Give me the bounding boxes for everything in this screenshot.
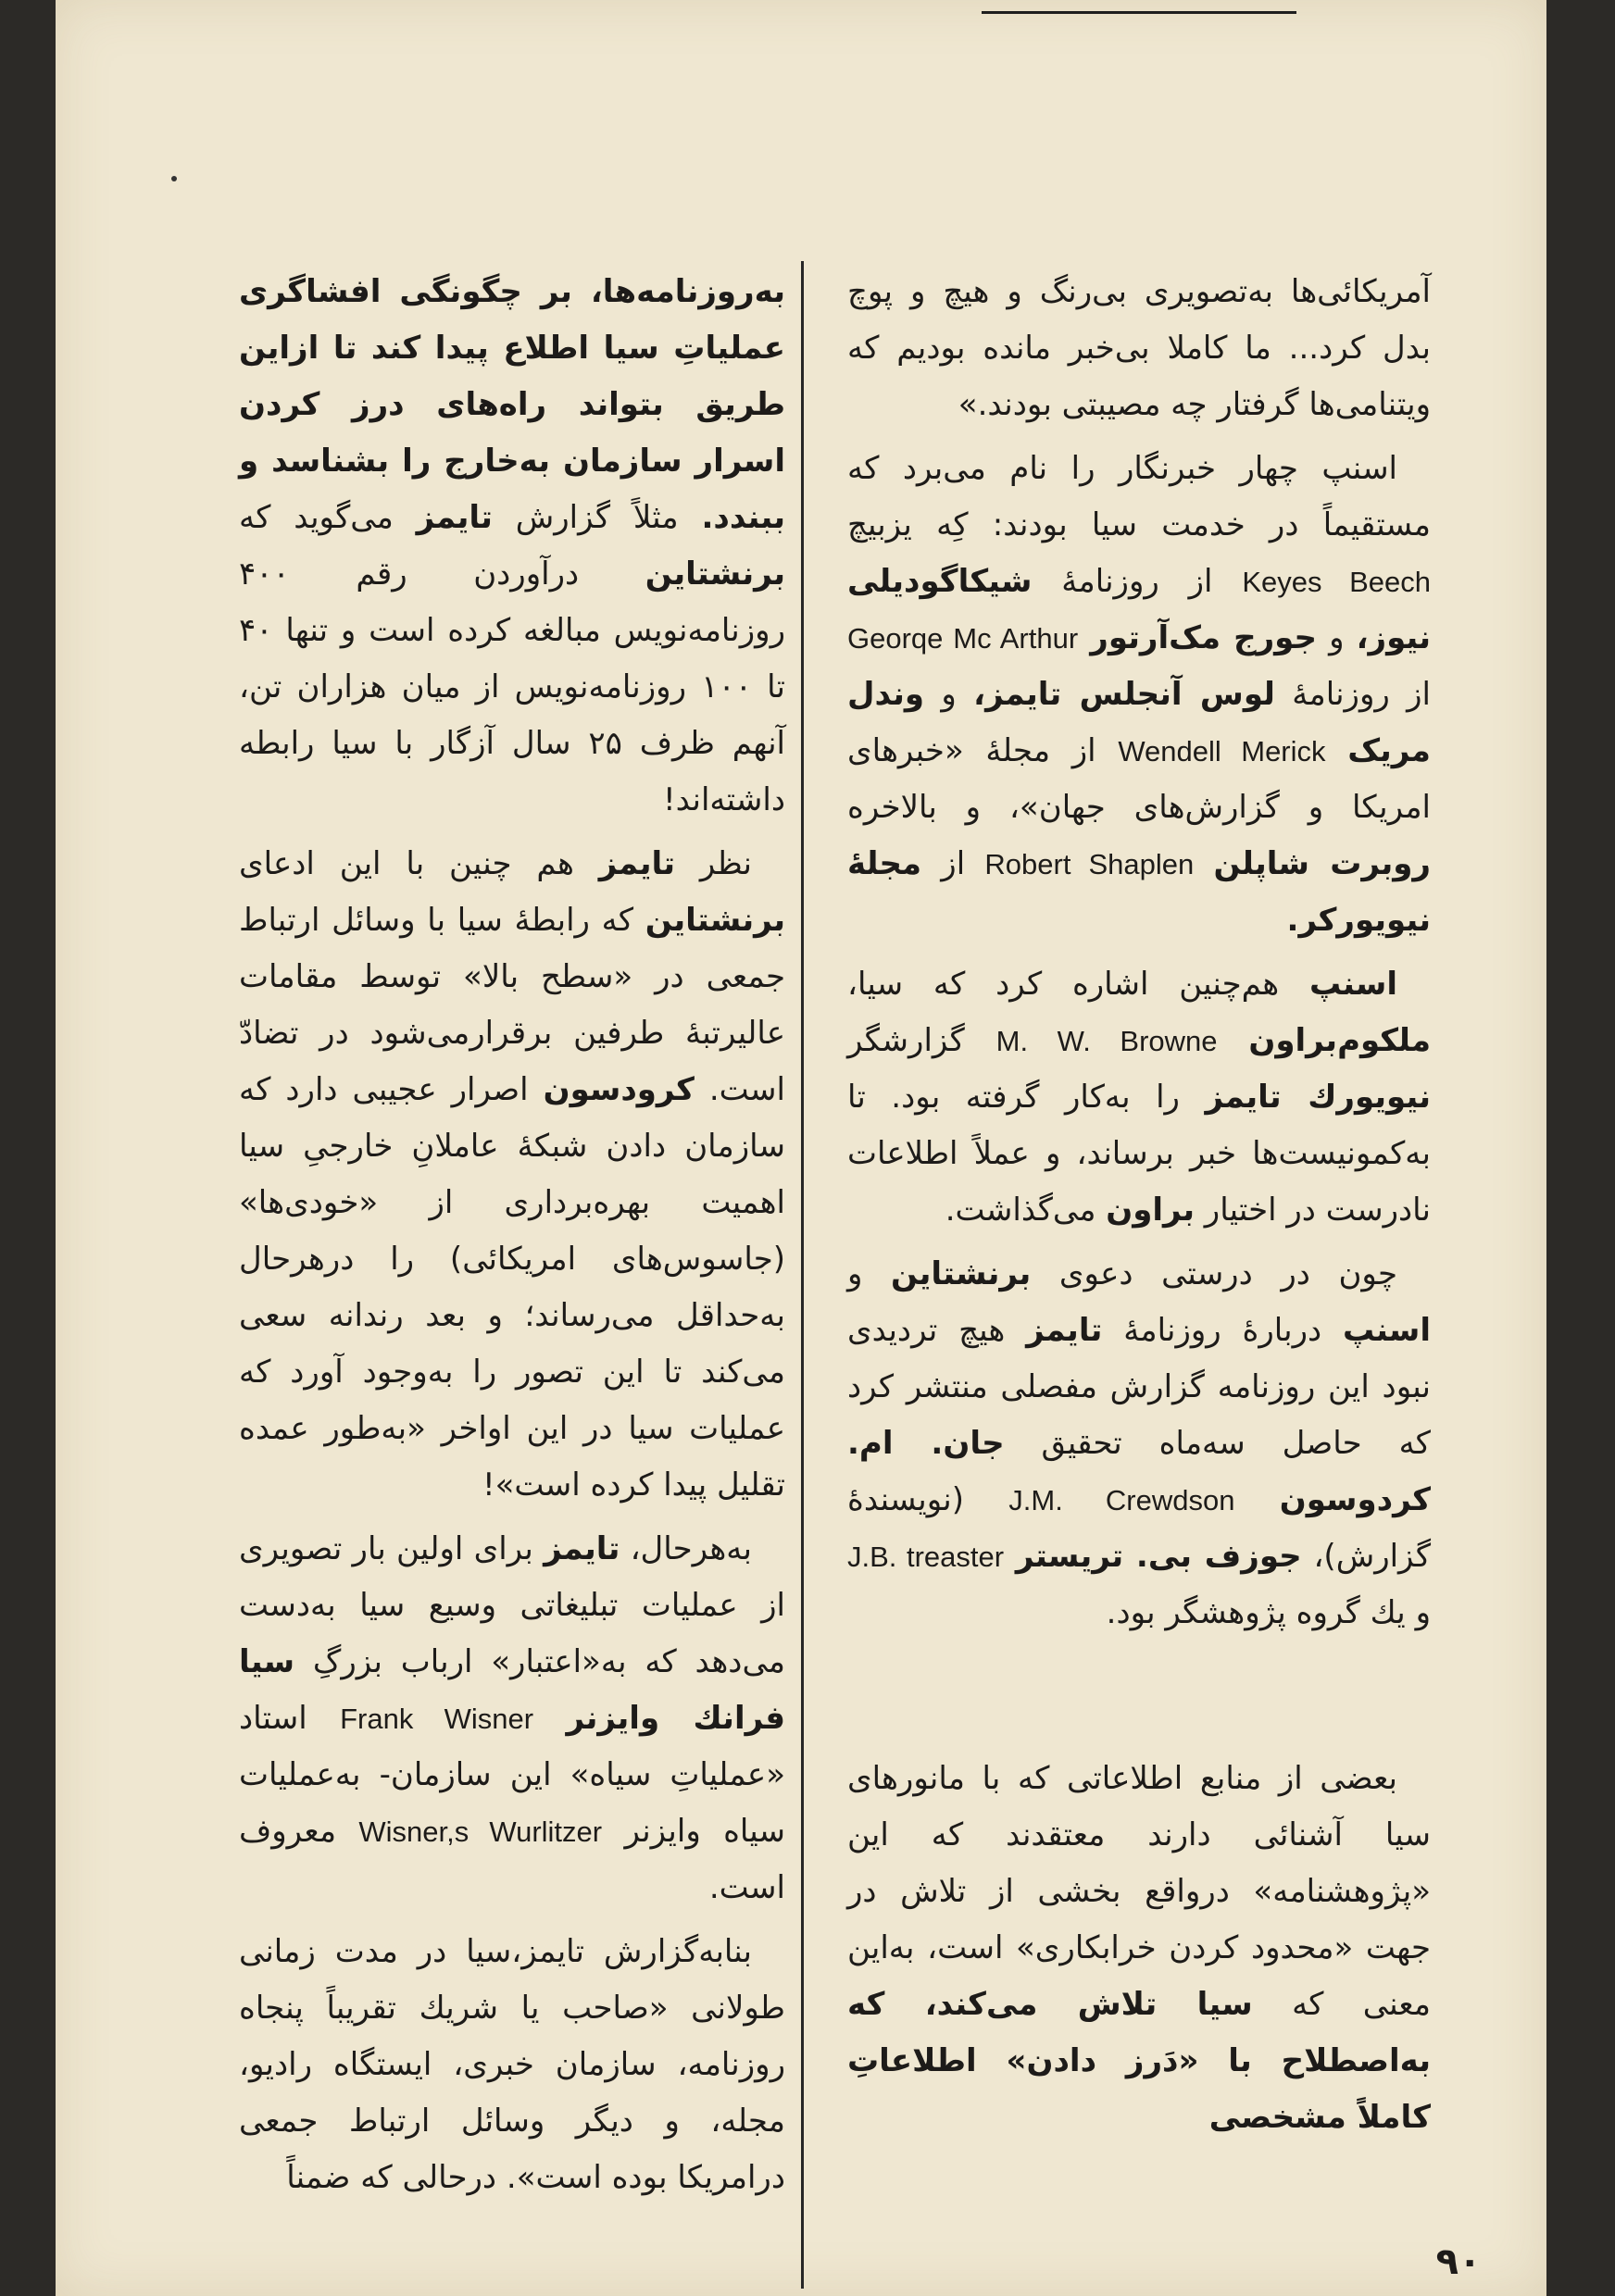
bold-name: براون bbox=[1106, 1192, 1195, 1229]
bold-name: جوزف بی. تریستر bbox=[1015, 1538, 1302, 1575]
text: از bbox=[941, 845, 966, 882]
text: نظر bbox=[699, 845, 753, 882]
text: می‌گوید که bbox=[239, 499, 394, 536]
paragraph bbox=[847, 1751, 1431, 2146]
text: چون در درستی دعوی bbox=[1058, 1255, 1398, 1292]
bold-name: لوس آنجلس تایمز، bbox=[973, 676, 1275, 713]
text: هم چنین با این ادعای bbox=[239, 845, 574, 882]
text: اصرار عجیبی دارد که سازمان دادن شبکهٔ عاملانِ خارجیِ سیا اهمیت بهره‌برداری از «خودی‌ها» (جاسوس‌های امریکائی) را درهرحال به‌حداقل می‌رساند؛ و بعد رندانه سعی می‌کند تا این تصور را به‌وجود آورد که عملیات سیا در این اواخر «به‌طور عمده تقلیل پیدا کرده است»! bbox=[239, 1071, 785, 1504]
text: به‌هرحال، bbox=[630, 1530, 752, 1567]
paragraph bbox=[847, 441, 1431, 949]
latin-name: Keyes Beech bbox=[1242, 566, 1431, 598]
bold-name: وندل مریک bbox=[847, 676, 1431, 769]
text: از روزنامهٔ bbox=[1061, 563, 1213, 600]
paragraph bbox=[239, 836, 785, 1514]
paragraph bbox=[847, 264, 1431, 433]
right-column bbox=[847, 264, 1431, 2153]
latin-name: Frank Wisner bbox=[340, 1703, 534, 1735]
paragraph bbox=[239, 1521, 785, 1916]
text: و bbox=[941, 676, 957, 713]
text: هم‌چنین اشاره کرد که سیا، bbox=[847, 966, 1280, 1003]
column-divider bbox=[801, 261, 804, 2289]
text: گزارشگر bbox=[847, 1022, 965, 1059]
paragraph bbox=[847, 956, 1431, 1239]
bold-name: سیا فرانك وایزنر bbox=[239, 1643, 786, 1737]
bold-text: به‌روزنامه‌ها، بر چگونگی افشاگری عملیاتِ سیا اطلاع پیدا کند تا ازاین طریق بتواند راه‌های درز کردن اسرار سازمان به‌خارج را بشناسد و ببندد. bbox=[239, 273, 786, 536]
bold-name: روبرت شاپلن bbox=[1213, 845, 1431, 882]
text: استاد «عملیاتِ سیاه» این سازمان- به‌عملیات سیاه وایزنر bbox=[239, 1700, 786, 1850]
text: اسنپ چهار خبرنگار را نام می‌برد که مستقیماً در خدمت سیا بودند: کِه یزبیچ bbox=[847, 450, 1431, 543]
bold-name: اسنپ bbox=[1343, 1312, 1431, 1349]
text: مثلاً گزارش bbox=[515, 499, 679, 536]
latin-name: Robert Shaplen bbox=[984, 848, 1195, 880]
latin-name: J.B. treaster bbox=[847, 1541, 1005, 1573]
document-page bbox=[56, 0, 1546, 2296]
latin-name: J.M. Crewdson bbox=[1008, 1484, 1235, 1516]
bold-name: نیویورك تایمز bbox=[1205, 1079, 1431, 1116]
bold-name: تایمز bbox=[598, 845, 676, 882]
latin-name: M. W. Browne bbox=[995, 1025, 1218, 1057]
text: دربارهٔ روزنامهٔ bbox=[1123, 1312, 1322, 1349]
latin-name: Wendell Merick bbox=[1118, 735, 1326, 767]
ink-spot bbox=[171, 176, 177, 181]
paragraph-gap bbox=[847, 1649, 1431, 1751]
text: و یك گروه پژوهشگر بود. bbox=[1106, 1594, 1431, 1631]
bold-name: تایمز bbox=[1026, 1312, 1103, 1349]
bold-name: جورج مک‌آرتور bbox=[1090, 619, 1317, 656]
text: بنابه‌گزارش تایمز،سیا در مدت زمانی طولانی «صاحب یا شریك تقریباً پنجاه روزنامه، سازمان خبری، ایستگاه رادیو، مجله، و دیگر وسائل ارتباط جمعی درامریکا بوده است». درحالی که ضمناً bbox=[239, 1933, 785, 2196]
bold-name: شیکاگودیلی نیوز، bbox=[847, 563, 1432, 656]
text: هیچ تردیدی نبود این روزنامه گزارش مفصلی منتشر کرد که حاصل سه‌ماه تحقیق bbox=[847, 1312, 1431, 1462]
bold-name: اسنپ bbox=[1309, 966, 1397, 1003]
text: (نویسندهٔ گزارش)، bbox=[847, 1481, 1432, 1575]
left-column bbox=[239, 264, 785, 2214]
text: از مجلهٔ «خبرهای امریکا و گزارش‌های جهان»، و بالاخره bbox=[847, 732, 1431, 826]
bold-text: سیا تلاش می‌کند، که به‌اصطلاح با «دَرز دادن» اطلاعاتِ کاملاً مشخصی bbox=[847, 1986, 1431, 2136]
text: که رابطهٔ سیا با وسائل ارتباط جمعی در «سطح بالا» توسط مقامات عالیرتبهٔ طرفین برقرارمی‌شود در تضادّ است. bbox=[239, 902, 785, 1108]
top-rule bbox=[982, 11, 1296, 14]
text: برای اولین بار تصویری از عملیات تبلیغاتی وسیع سیا به‌دست می‌دهد که به«اعتبار» ارباب بزرگِ bbox=[239, 1530, 785, 1680]
bold-name: برنشتاین bbox=[891, 1255, 1032, 1292]
bold-name: برنشتاین bbox=[645, 555, 786, 593]
text: درآوردن رقم ۴۰۰ روزنامه‌نویس مبالغه کرده است و تنها ۴۰ تا ۱۰۰ روزنامه‌نویس از میان هزاران تن، آنهم ظرف ۲۵ سال آزگار با سیا رابطه داشته‌اند! bbox=[239, 555, 786, 818]
bold-name: تایمز bbox=[416, 499, 493, 536]
text: از روزنامهٔ bbox=[1292, 676, 1431, 713]
page-number: ۹۰ bbox=[1435, 2240, 1482, 2283]
text: معروف است. bbox=[239, 1813, 785, 1906]
paragraph bbox=[239, 264, 785, 829]
paragraph bbox=[239, 1924, 785, 2206]
bold-name: مجلهٔ نیویورکر. bbox=[847, 845, 1431, 939]
latin-name: Georqe Mc Arthur bbox=[847, 622, 1079, 655]
text: و bbox=[847, 1255, 863, 1292]
text: آمریکائی‌ها به‌تصویری بی‌رنگ و هیچ و پوچ بدل کرد... ما کاملا بی‌خبر مانده بودیم که ویتنامی‌ها گرفتار چه مصیبتی بودند.» bbox=[847, 273, 1431, 423]
text: می‌گذاشت. bbox=[945, 1192, 1096, 1229]
latin-name: Wisner,s Wurlitzer bbox=[358, 1816, 603, 1848]
paragraph bbox=[847, 1246, 1431, 1641]
bold-name: تایمز bbox=[544, 1530, 620, 1567]
bold-name: کرودسون bbox=[543, 1071, 695, 1108]
bold-name: ملکوم‌براون bbox=[1248, 1022, 1432, 1059]
bold-name: برنشتاین bbox=[645, 902, 786, 939]
text: و bbox=[1329, 619, 1345, 656]
text: را به‌کار گرفته بود. تا به‌کمونیست‌ها خبر برساند، و عملاً اطلاعات نادرست در اختیار bbox=[847, 1079, 1431, 1229]
text: بعضی از منابع اطلاعاتی که با مانورهای سیا آشنائی دارند معتقدند که این «پژوهشنامه» درواقع بخشی از تلاش در جهت «محدود کردن خرابکاری» است، به‌این معنی که bbox=[847, 1760, 1432, 2023]
bold-name: جان. ام. کردوسون bbox=[847, 1425, 1431, 1518]
